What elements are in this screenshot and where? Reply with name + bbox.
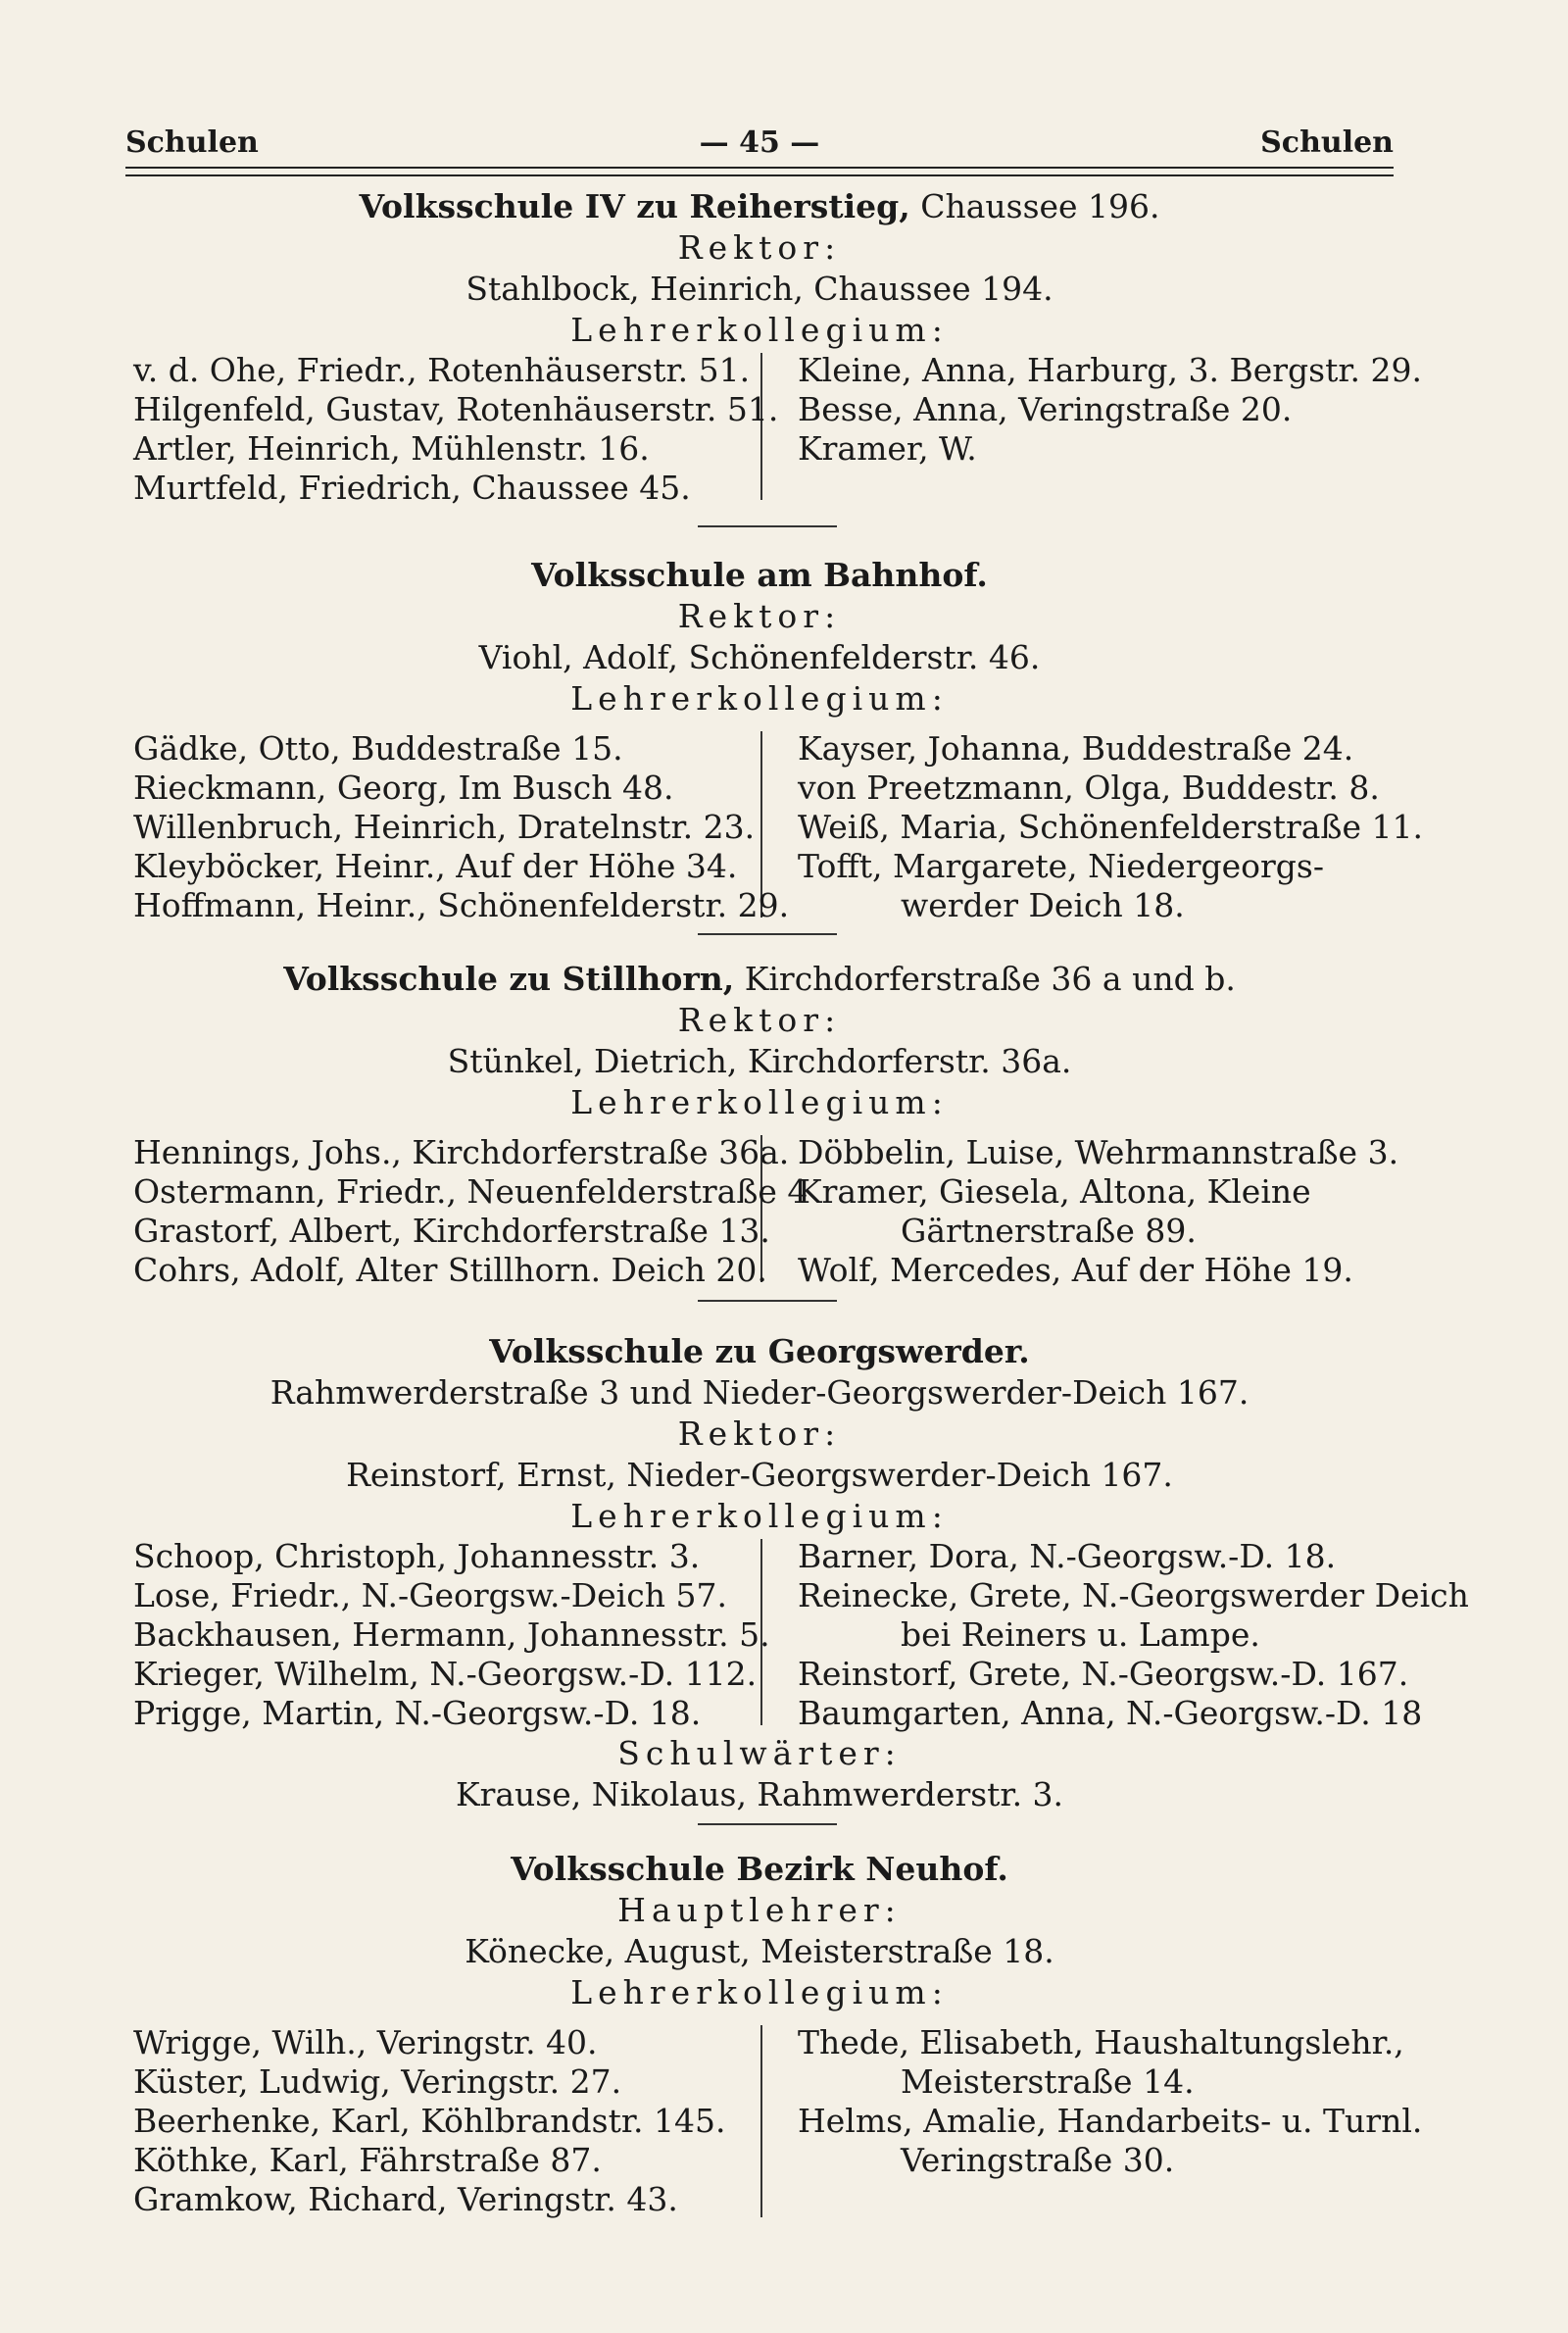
staff-entry: Kayser, Johanna, Buddestraße 24.: [798, 729, 1354, 768]
staff-entry: Ostermann, Friedr., Neuenfelderstraße 4: [133, 1172, 808, 1211]
staff-entry: Veringstraße 30.: [901, 2141, 1175, 2179]
staff-columns: [125, 2023, 1423, 2219]
header-left: Schulen: [125, 125, 259, 160]
staff-entry: v. d. Ohe, Friedr., Rotenhäuserstr. 51.: [133, 351, 751, 389]
staff-entry: Wrigge, Wilh., Veringstr. 40.: [133, 2023, 598, 2061]
school-title-rest: Chaussee 196.: [920, 187, 1160, 225]
school-section: [125, 1849, 1423, 2219]
staff-entry: bei Reiners u. Lampe.: [901, 1615, 1260, 1654]
staff-entry: Thede, Elisabeth, Haushaltungslehr.,: [798, 2023, 1404, 2061]
staff-entry: Kleine, Anna, Harburg, 3. Bergstr. 29.: [798, 351, 1422, 389]
head-name: Reinstorf, Ernst, Nieder-Georgswerder-Deich 167.: [346, 1456, 1173, 1494]
caretaker-name: Krause, Nikolaus, Rahmwerderstr. 3.: [455, 1775, 1064, 1813]
staff-entry: Schoop, Christoph, Johannesstr. 3.: [133, 1537, 701, 1575]
school-title-line: [125, 959, 1394, 1000]
staff-entry: Willenbruch, Heinrich, Dratelnstr. 23.: [133, 808, 756, 846]
header-rule: [125, 167, 1394, 176]
staff-entry: Kramer, W.: [798, 429, 977, 468]
staff-entry: Meisterstraße 14.: [901, 2062, 1195, 2101]
staff-left: [133, 2023, 725, 2219]
staff-columns: [125, 729, 1423, 925]
role-label: Rektor:: [677, 1415, 842, 1453]
staff-right: [798, 2023, 1422, 2180]
staff-entry: Krieger, Wilhelm, N.-Georgsw.-D. 112.: [133, 1655, 758, 1693]
caretaker-label: Schulwärter:: [617, 1734, 902, 1772]
head-name: Stahlbock, Heinrich, Chaussee 194.: [466, 270, 1054, 308]
school-title-rest: Kirchdorferstraße 36 a und b.: [744, 960, 1236, 998]
staff-entry: Tofft, Margarete, Niedergeorgs-: [798, 847, 1325, 885]
school-section: [125, 555, 1423, 925]
role-label: Rektor:: [677, 1001, 842, 1039]
staff-entry: werder Deich 18.: [901, 886, 1185, 924]
school-title: Volksschule Bezirk Neuhof.: [511, 1850, 1008, 1888]
section-separator: [698, 1823, 837, 1825]
school-section: [125, 959, 1399, 1290]
staff-entry: Murtfeld, Friedrich, Chaussee 45.: [133, 469, 691, 507]
staff-entry: Barner, Dora, N.-Georgsw.-D. 18.: [798, 1537, 1337, 1575]
section-separator: [698, 933, 837, 935]
staff-entry: Backhausen, Hermann, Johannesstr. 5.: [133, 1615, 770, 1654]
staff-entry: Helms, Amalie, Handarbeits- u. Turnl.: [798, 2102, 1423, 2140]
school-title: Volksschule zu Georgswerder.: [489, 1332, 1030, 1370]
staff-entry: Artler, Heinrich, Mühlenstr. 16.: [133, 429, 650, 468]
staff-entry: Kleyböcker, Heinr., Auf der Höhe 34.: [133, 847, 738, 885]
staff-columns: [125, 1133, 1399, 1290]
staff-entry: Köthke, Karl, Fährstraße 87.: [133, 2141, 602, 2179]
section-separator: [698, 525, 837, 527]
staff-entry: Reinstorf, Grete, N.-Georgsw.-D. 167.: [798, 1655, 1409, 1693]
staff-entry: Cohrs, Adolf, Alter Stillhorn. Deich 20.: [133, 1251, 767, 1289]
staff-label: Lehrerkollegium:: [570, 679, 949, 718]
staff-entry: Beerhenke, Karl, Köhlbrandstr. 145.: [133, 2102, 726, 2140]
staff-entry: Reinecke, Grete, N.-Georgswerder Deich: [798, 1576, 1469, 1614]
staff-entry: Baumgarten, Anna, N.-Georgsw.-D. 18: [798, 1694, 1423, 1732]
staff-entry: Besse, Anna, Veringstraße 20.: [798, 390, 1293, 428]
staff-entry: Prigge, Martin, N.-Georgsw.-D. 18.: [133, 1694, 702, 1732]
staff-entry: von Preetzmann, Olga, Buddestr. 8.: [798, 769, 1380, 807]
staff-entry: Küster, Ludwig, Veringstr. 27.: [133, 2062, 622, 2101]
staff-entry: Döbbelin, Luise, Wehrmannstraße 3.: [798, 1133, 1399, 1171]
school-title: Volksschule zu Stillhorn,: [283, 960, 735, 998]
staff-entry: Gädke, Otto, Buddestraße 15.: [133, 729, 623, 768]
staff-entry: Hoffmann, Heinr., Schönenfelderstr. 29.: [133, 886, 790, 924]
role-label: Rektor:: [677, 228, 842, 267]
staff-entry: Hilgenfeld, Gustav, Rotenhäuserstr. 51.: [133, 390, 779, 428]
staff-left: [133, 729, 789, 925]
school-section: [125, 1331, 1469, 1815]
staff-entry: Hennings, Johs., Kirchdorferstraße 36a.: [133, 1133, 790, 1171]
staff-right: [798, 729, 1423, 925]
staff-left: [133, 1537, 770, 1733]
staff-entry: Grastorf, Albert, Kirchdorferstraße 13.: [133, 1212, 770, 1250]
staff-label: Lehrerkollegium:: [570, 1973, 949, 2011]
section-separator: [698, 1300, 837, 1302]
staff-left: [133, 351, 778, 508]
staff-left: [133, 1133, 808, 1290]
staff-entry: Wolf, Mercedes, Auf der Höhe 19.: [798, 1251, 1353, 1289]
staff-columns: [125, 1537, 1469, 1733]
staff-entry: Rieckmann, Georg, Im Busch 48.: [133, 769, 674, 807]
school-section: [125, 186, 1422, 508]
staff-entry: Gramkow, Richard, Veringstr. 43.: [133, 2180, 678, 2218]
staff-label: Lehrerkollegium:: [570, 1497, 949, 1535]
head-name: Könecke, August, Meisterstraße 18.: [465, 1932, 1054, 1970]
staff-label: Lehrerkollegium:: [570, 1083, 949, 1121]
staff-entry: Gärtnerstraße 89.: [901, 1212, 1197, 1250]
school-address: Rahmwerderstraße 3 und Nieder-Georgswerder-Deich 167.: [270, 1373, 1250, 1412]
role-label: Rektor:: [677, 597, 842, 635]
page-number: — 45 —: [699, 125, 820, 160]
head-name: Stünkel, Dietrich, Kirchdorferstr. 36a.: [447, 1042, 1072, 1080]
staff-entry: Lose, Friedr., N.-Georgsw.-Deich 57.: [133, 1576, 727, 1614]
page-header: [125, 125, 1394, 165]
staff-label: Lehrerkollegium:: [570, 311, 949, 349]
role-label: Hauptlehrer:: [617, 1891, 902, 1929]
staff-right: [798, 351, 1422, 469]
staff-entry: Kramer, Giesela, Altona, Kleine: [798, 1172, 1311, 1211]
staff-right: [798, 1133, 1398, 1290]
head-name: Viohl, Adolf, Schönenfelderstr. 46.: [478, 638, 1041, 676]
staff-columns: [125, 351, 1422, 508]
school-title-line: [125, 186, 1394, 227]
school-title: Volksschule IV zu Reiherstieg,: [359, 187, 910, 225]
school-title: Volksschule am Bahnhof.: [531, 556, 988, 594]
staff-right: [798, 1537, 1469, 1733]
staff-entry: Weiß, Maria, Schönenfelderstraße 11.: [798, 808, 1423, 846]
column-divider: [760, 2025, 762, 2217]
header-right: Schulen: [1260, 125, 1394, 160]
